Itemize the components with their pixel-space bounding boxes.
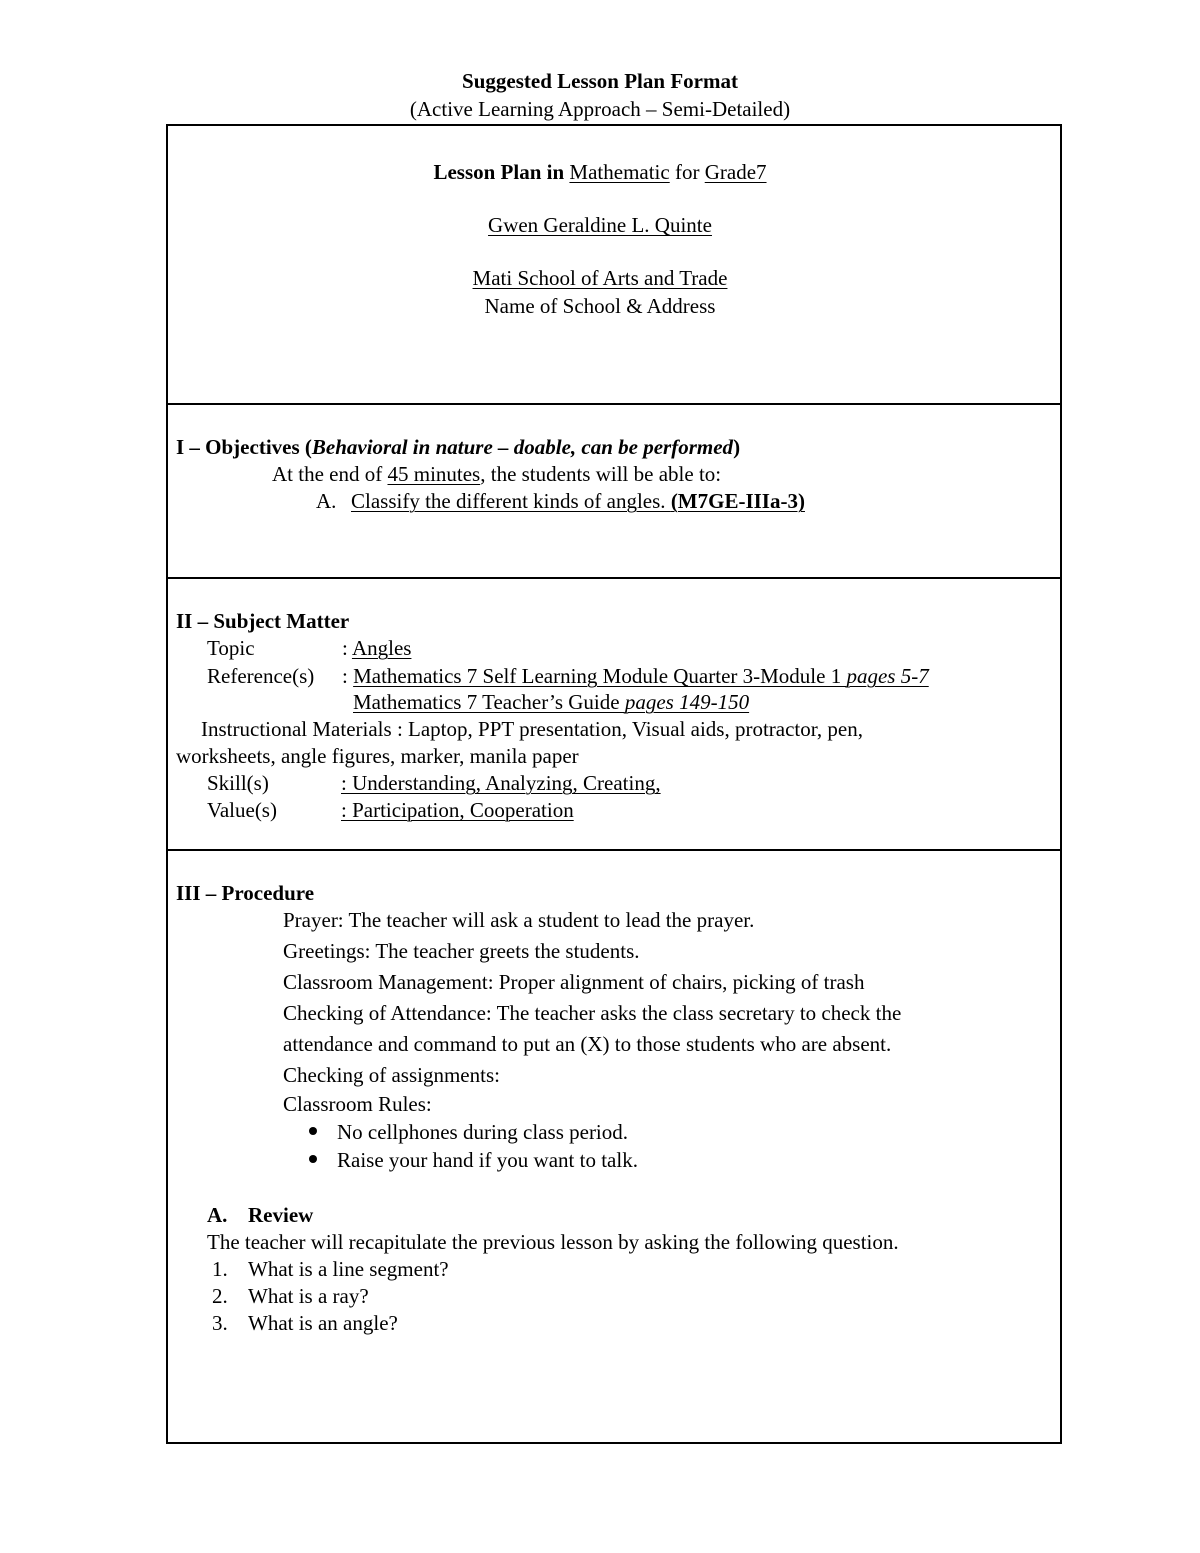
skills-label: Skill(s)	[207, 771, 269, 795]
objectives-note: Behavioral in nature – doable, can be performed	[311, 435, 734, 459]
topic-value-row: : Angles	[342, 636, 412, 660]
review-letter: A.	[207, 1203, 228, 1227]
reference-1-pages: pages 5-7	[846, 664, 929, 688]
materials-line-2: worksheets, angle figures, marker, manila paper	[176, 744, 579, 768]
teacher-name-row	[0, 215, 1200, 236]
rule-item: Raise your hand if you want to talk.	[337, 1148, 638, 1172]
materials-line-1: Instructional Materials : Laptop, PPT presentation, Visual aids, protractor, pen,	[201, 717, 863, 741]
reference-1: Mathematics 7 Self Learning Module Quarter 3-Module 1	[353, 664, 847, 688]
objectives-heading: I – Objectives (Behavioral in nature – doable, can be performed)	[176, 435, 741, 459]
bullet-icon	[309, 1155, 317, 1163]
procedure-heading: III – Procedure	[176, 881, 315, 905]
reference-label: Reference(s)	[207, 664, 315, 688]
school-name: Mati School of Arts and Trade	[472, 266, 728, 290]
reference-2: Mathematics 7 Teacher’s Guide	[353, 690, 625, 714]
attendance-step-line-1: Checking of Attendance: The teacher asks the class secretary to check the	[283, 1001, 902, 1025]
values-label: Value(s)	[207, 798, 277, 822]
review-question: What is a ray?	[248, 1284, 369, 1308]
grade-level: Grade7	[704, 160, 767, 184]
review-heading: Review	[248, 1203, 314, 1227]
competency-code: (M7GE-IIIa-3)	[670, 489, 805, 513]
topic-value: Angles	[351, 636, 412, 660]
prayer-step: Prayer: The teacher will ask a student to lead the prayer.	[283, 908, 755, 932]
for-word: for	[669, 160, 705, 184]
question-number: 2.	[212, 1284, 228, 1308]
reference-1-row: : Mathematics 7 Self Learning Module Quarter 3-Module 1 pages 5-7	[342, 664, 929, 688]
attendance-step-line-2: attendance and command to put an (X) to those students who are absent.	[283, 1032, 892, 1056]
lesson-plan-title	[0, 162, 1200, 183]
review-question: What is an angle?	[248, 1311, 398, 1335]
lesson-plan-label: Lesson Plan in	[433, 160, 570, 184]
section-divider	[166, 403, 1062, 405]
topic-label: Topic	[207, 636, 255, 660]
review-intro: The teacher will recapitulate the previous lesson by asking the following question.	[207, 1230, 899, 1254]
document-title: Suggested Lesson Plan Format	[462, 69, 738, 93]
question-number: 1.	[212, 1257, 228, 1281]
section-divider	[166, 849, 1062, 851]
question-number: 3.	[212, 1311, 228, 1335]
school-name-row	[0, 268, 1200, 289]
objective-item: Classify the different kinds of angles. (M7GE-IIIa-3)	[351, 489, 805, 513]
objective-letter: A.	[316, 489, 337, 513]
document-subtitle: (Active Learning Approach – Semi-Detailed)	[409, 97, 791, 121]
review-question: What is a line segment?	[248, 1257, 449, 1281]
reference-2-row	[353, 692, 749, 713]
rule-item: No cellphones during class period.	[337, 1120, 629, 1144]
assignments-step: Checking of assignments:	[283, 1063, 500, 1087]
values-value: : Participation, Cooperation	[341, 798, 574, 822]
lesson-duration: 45 minutes	[387, 462, 481, 486]
section-divider	[166, 577, 1062, 579]
teacher-name: Gwen Geraldine L. Quinte	[488, 213, 712, 237]
greetings-step: Greetings: The teacher greets the students.	[283, 939, 640, 963]
subject-name: Mathematic	[569, 160, 670, 184]
objectives-intro: At the end of 45 minutes, the students will be able to:	[272, 462, 722, 486]
school-caption: Name of School & Address	[484, 294, 716, 318]
reference-2-pages: pages 149-150	[624, 690, 750, 714]
rules-heading: Classroom Rules:	[283, 1092, 432, 1116]
subject-matter-heading: II – Subject Matter	[176, 609, 350, 633]
skills-value: : Understanding, Analyzing, Creating,	[341, 771, 661, 795]
bullet-icon	[309, 1127, 317, 1135]
management-step: Classroom Management: Proper alignment of chairs, picking of trash	[283, 970, 865, 994]
